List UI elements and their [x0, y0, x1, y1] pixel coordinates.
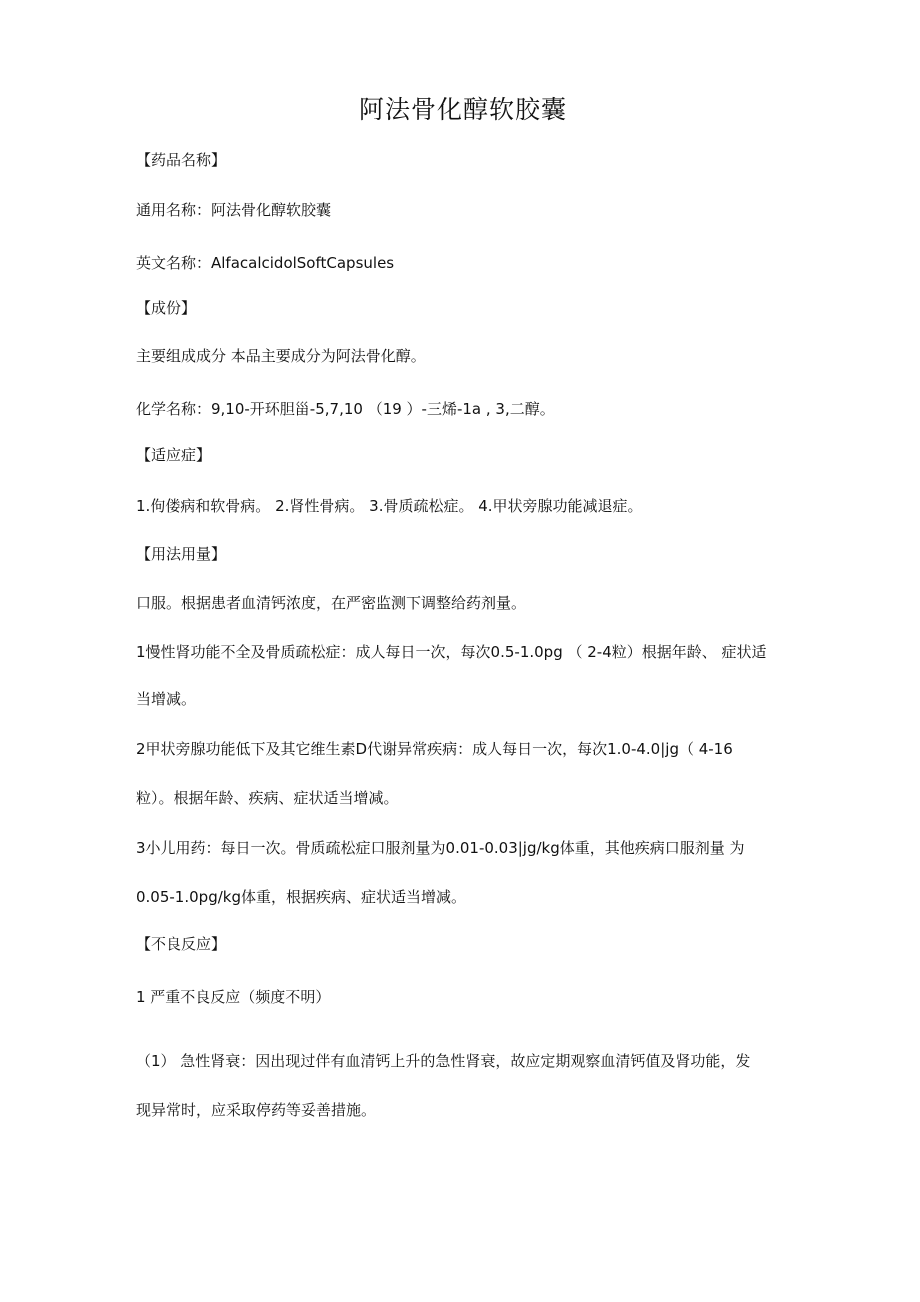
acute-renal-failure-line-2: 现异常时，应采取停药等妥善措施。 — [136, 1101, 377, 1119]
acute-renal-failure-line-1: （1） 急性肾衰：因出现过伴有血清钙上升的急性肾衰，故应定期观察血清钙值及肾功能，发 — [136, 1052, 751, 1070]
dosage-intro-line: 口服。根据患者血清钙浓度，在严密监测下调整给药剂量。 — [136, 594, 527, 612]
dosage-item-2-line-1: 2甲状旁腺功能低下及其它维生素D代谢异常疾病：成人每日一次，每次1.0-4.0|jg（ 4-16 — [136, 740, 733, 758]
section-heading-indications: 【适应症】 — [136, 446, 212, 464]
indications-line: 1.佝偻病和软骨病。 2.肾性骨病。 3.骨质疏松症。 4.甲状旁腺功能减退症。 — [136, 497, 643, 515]
section-heading-ingredients: 【成份】 — [136, 299, 197, 317]
main-ingredient-line: 主要组成成分 本品主要成分为阿法骨化醇。 — [136, 347, 426, 365]
dosage-item-3-line-2: 0.05-1.0pg/kg体重，根据疾病、症状适当增减。 — [136, 888, 466, 906]
english-name-line: 英文名称：AlfacalcidolSoftCapsules — [136, 254, 395, 272]
dosage-item-1-line-1: 1慢性肾功能不全及骨质疏松症：成人每日一次，每次0.5-1.0pg （ 2-4粒）根据年龄、 症状适 — [136, 643, 767, 661]
dosage-item-3-line-1: 3小儿用药：每日一次。骨质疏松症口服剂量为0.01-0.03|jg/kg体重，其他疾病口服剂量 为 — [136, 839, 745, 857]
section-heading-adverse-reactions: 【不良反应】 — [136, 935, 227, 953]
dosage-item-2-line-2: 粒）。根据年龄、疾病、症状适当增减。 — [136, 789, 399, 807]
generic-name-line: 通用名称：阿法骨化醇软胶囊 — [136, 201, 332, 219]
section-heading-dosage: 【用法用量】 — [136, 545, 227, 563]
section-heading-drug-name: 【药品名称】 — [136, 151, 227, 169]
serious-adverse-reactions-line: 1 严重不良反应（频度不明） — [136, 988, 331, 1006]
document-title: 阿法骨化醇软胶囊 — [358, 95, 567, 124]
dosage-item-1-line-2: 当增减。 — [136, 690, 197, 708]
chemical-name-line: 化学名称：9,10-开环胆甾-5,7,10 （19 ）-三烯-1a , 3,二醇。 — [136, 400, 555, 418]
